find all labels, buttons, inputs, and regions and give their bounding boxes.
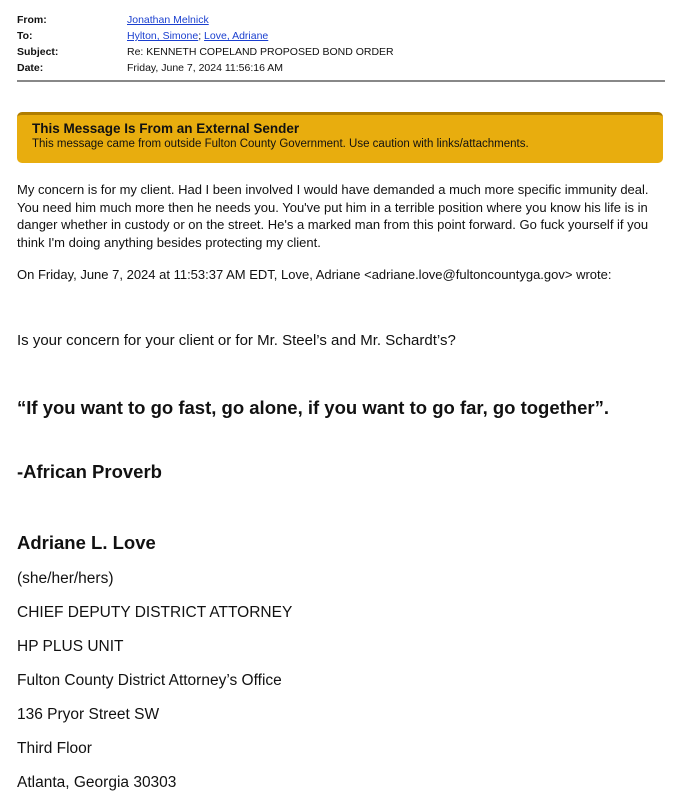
- header-divider: [17, 80, 665, 82]
- date-value: Friday, June 7, 2024 11:56:16 AM: [127, 62, 284, 74]
- signature-street: 136 Pryor Street SW: [17, 706, 160, 723]
- to-link-1[interactable]: Hylton, Simone: [127, 30, 199, 42]
- subject-value: Re: KENNETH COPELAND PROPOSED BOND ORDER: [127, 46, 394, 58]
- signature-name: Adriane L. Love: [17, 532, 156, 553]
- from-label: From:: [17, 14, 47, 26]
- to-link-2[interactable]: Love, Adriane: [204, 30, 269, 42]
- date-label: Date:: [17, 62, 44, 74]
- subject-row: [17, 44, 677, 60]
- banner-title: This Message Is From an External Sender: [32, 121, 300, 136]
- from-row: [17, 12, 677, 28]
- reply-intro: On Friday, June 7, 2024 at 11:53:37 AM EDT, Love, Adriane <adriane.love@fultoncountyga.gov> wrote:: [17, 267, 612, 282]
- signature-unit: HP PLUS UNIT: [17, 638, 124, 655]
- proverb-attribution: -African Proverb: [17, 461, 162, 482]
- signature-title: CHIEF DEPUTY DISTRICT ATTORNEY: [17, 604, 293, 621]
- to-row: [17, 28, 677, 44]
- signature-pronouns: (she/her/hers): [17, 570, 114, 587]
- to-label: To:: [17, 30, 33, 42]
- quoted-proverb: “If you want to go fast, go alone, if you want to go far, go together”.: [17, 397, 609, 418]
- signature-office: Fulton County District Attorney’s Office: [17, 672, 282, 689]
- external-sender-banner: [17, 112, 663, 163]
- signature-city: Atlanta, Georgia 30303: [17, 774, 177, 791]
- quoted-question: Is your concern for your client or for Mr. Steel’s and Mr. Schardt’s?: [17, 332, 456, 349]
- banner-text: This message came from outside Fulton County Government. Use caution with links/attachments.: [32, 138, 529, 150]
- from-link[interactable]: Jonathan Melnick: [127, 14, 209, 26]
- subject-label: Subject:: [17, 46, 59, 58]
- to-separator: ;: [198, 30, 202, 42]
- signature-floor: Third Floor: [17, 740, 92, 757]
- email-header: [17, 12, 677, 76]
- message-body: My concern is for my client. Had I been involved I would have demanded a much more specific immunity deal. You need him much more then he needs you. You've put him in a terrible position where you know his life is in danger whether in custody or on the street. He's a marked man from this point forward. Go fuck yourself if you think I'm doing anything besides protecting my client.: [17, 182, 649, 250]
- date-row: [17, 60, 677, 76]
